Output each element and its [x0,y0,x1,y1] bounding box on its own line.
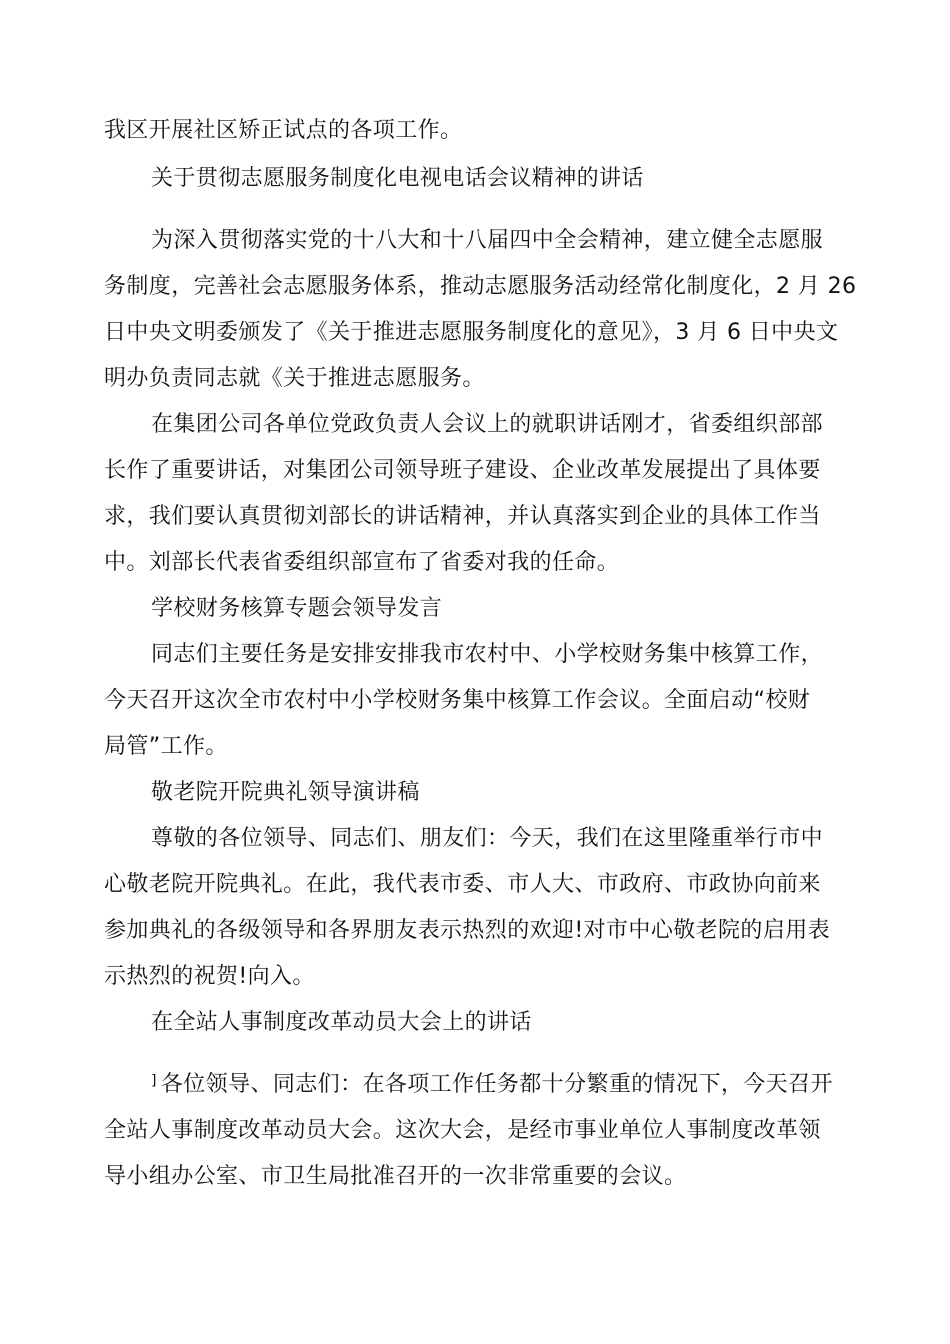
text-line: 明办负责同志就《关于推进志愿服务。 [104,366,485,391]
text-line: 尊敬的各位领导、同志们、朋友们：今天，我们在这里隆重举行市中 [151,826,824,851]
text-line: 心敬老院开院典礼。在此，我代表市委、市人大、市政府、市政协向前来 [104,872,821,897]
text-line: 日中央文明委颁发了《关于推进志愿服务制度化的意见》，3 月 6 日中央文 [104,320,839,345]
text-line: 在集团公司各单位党政负责人会议上的就职讲话刚才，省委组织部部 [151,412,824,437]
text-line: 求，我们要认真贯彻刘部长的讲话精神，并认真落实到企业的具体工作当 [104,504,821,529]
text-line: 为深入贯彻落实党的十八大和十八届四中全会精神，建立健全志愿服 [151,228,824,253]
text-line: 各位领导、同志们：在各项工作任务都十分繁重的情况下，今天召开 [160,1072,833,1097]
text-line: 全站人事制度改革动员大会。这次大会，是经市事业单位人事制度改革领 [104,1118,821,1143]
section-heading: 在全站人事制度改革动员大会上的讲话 [151,1010,532,1035]
text-line: 今天召开这次全市农村中小学校财务集中核算工作会议。全面启动“校财 [104,688,811,713]
text-line: 长作了重要讲话，对集团公司领导班子建设、企业改革发展提出了具体要 [104,458,821,483]
text-line-with-mark [151,1070,833,1100]
section-heading: 学校财务核算专题会领导发言 [151,596,443,621]
text-line: 同志们主要任务是安排安排我市农村中、小学校财务集中核算工作， [151,642,824,667]
text-line: 参加典礼的各级领导和各界朋友表示热烈的欢迎!对市中心敬老院的启用表 [104,918,831,943]
text-line: 局管”工作。 [104,734,228,759]
text-line: 中。刘部长代表省委组织部宣布了省委对我的任命。 [104,550,620,575]
text-line: 示热烈的祝贺!向入。 [104,964,315,989]
section-heading: 敬老院开院典礼领导演讲稿 [151,780,420,805]
text-line: 务制度，完善社会志愿服务体系，推动志愿服务活动经常化制度化，2 月 26 [104,274,857,299]
bracket-mark: ] [151,1073,157,1089]
section-heading: 关于贯彻志愿服务制度化电视电话会议精神的讲话 [151,166,644,191]
text-line: 导小组办公室、市卫生局批准召开的一次非常重要的会议。 [104,1164,687,1189]
text-line: 我区开展社区矫正试点的各项工作。 [104,118,463,143]
